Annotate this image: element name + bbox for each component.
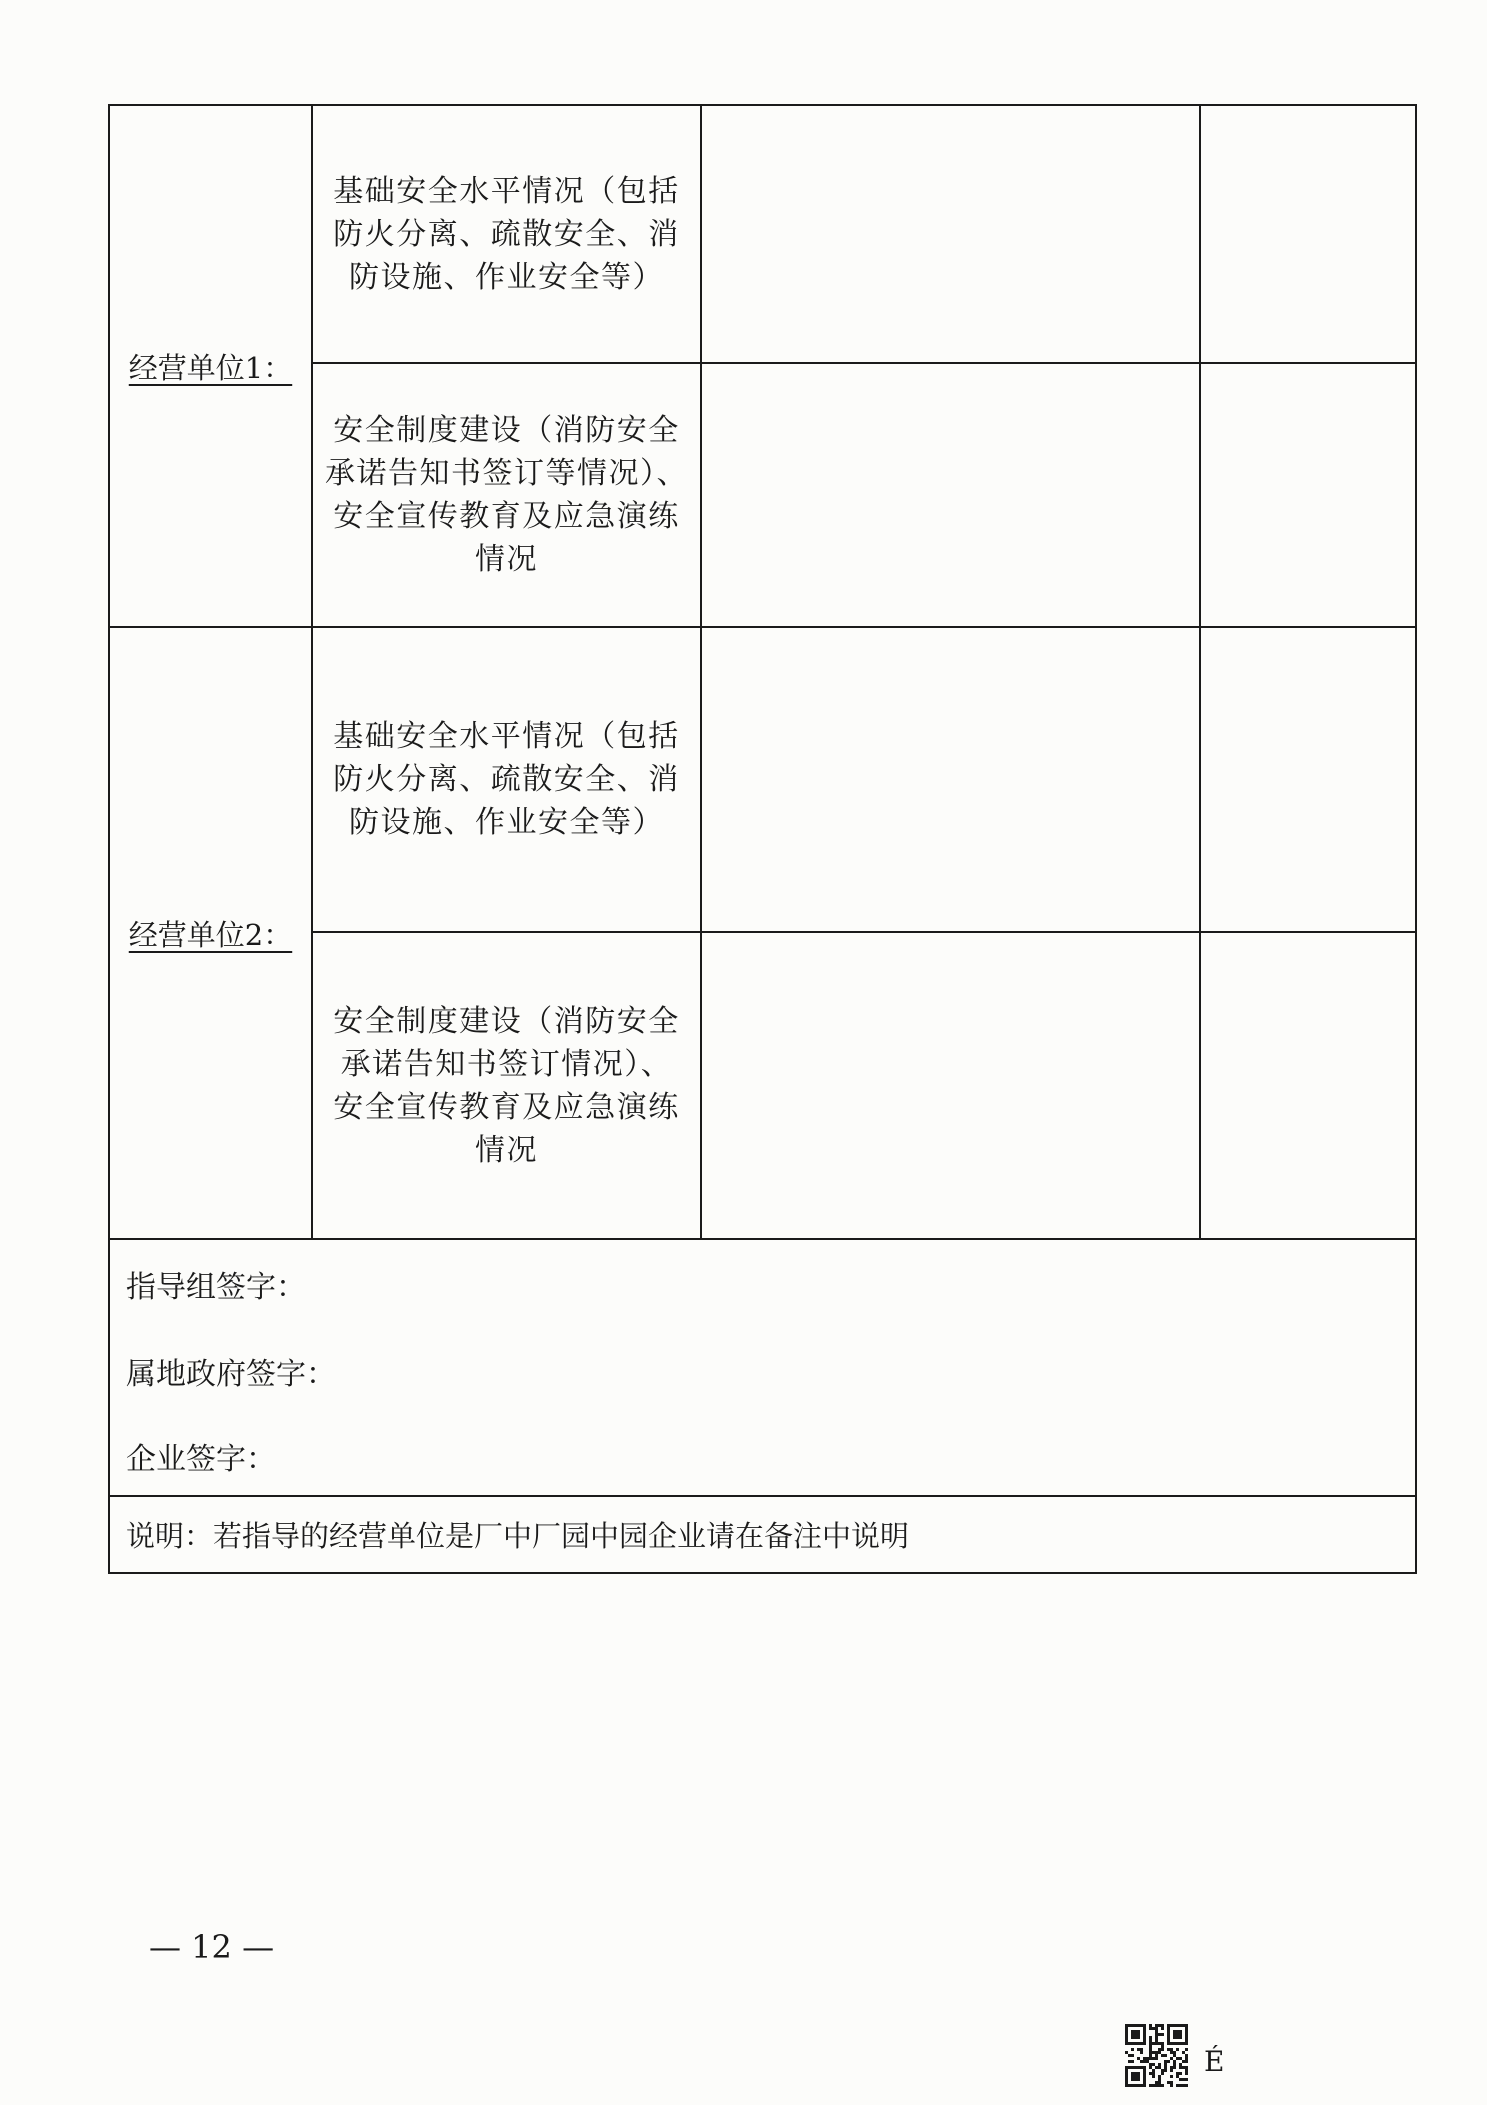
- qr-module: [1170, 2075, 1173, 2078]
- qr-module: [1128, 2060, 1131, 2063]
- qr-module: [1173, 2030, 1176, 2033]
- qr-module: [1143, 2066, 1146, 2069]
- qr-module: [1143, 2075, 1146, 2078]
- qr-module: [1143, 2072, 1146, 2075]
- qr-module: [1170, 2081, 1173, 2084]
- qr-module: [1140, 2048, 1143, 2051]
- qr-module: [1182, 2084, 1185, 2087]
- qr-module: [1140, 2066, 1143, 2069]
- qr-module: [1176, 2042, 1179, 2045]
- unit1-item1-remarks-cell: [1200, 105, 1416, 363]
- qr-module: [1137, 2075, 1140, 2078]
- qr-module: [1143, 2069, 1146, 2072]
- qr-module: [1158, 2075, 1161, 2078]
- qr-module: [1164, 2069, 1167, 2072]
- qr-module: [1185, 2048, 1188, 2051]
- qr-module: [1149, 2048, 1152, 2051]
- qr-module: [1125, 2036, 1128, 2039]
- qr-module: [1173, 2042, 1176, 2045]
- qr-module: [1173, 2024, 1176, 2027]
- qr-module: [1179, 2024, 1182, 2027]
- qr-module: [1161, 2069, 1164, 2072]
- qr-module: [1134, 2030, 1137, 2033]
- qr-module: [1155, 2027, 1158, 2030]
- qr-module: [1131, 2078, 1134, 2081]
- qr-module: [1128, 2024, 1131, 2027]
- qr-module: [1167, 2048, 1170, 2051]
- qr-module: [1185, 2033, 1188, 2036]
- qr-module: [1128, 2084, 1131, 2087]
- enterprise-signature-label: 企业签字：: [126, 1442, 276, 1477]
- qr-module: [1137, 2057, 1140, 2060]
- item-line: 防设施、作业安全等）: [349, 259, 664, 295]
- unit2-item2-remarks-cell: [1200, 932, 1416, 1239]
- qr-module: [1125, 2066, 1128, 2069]
- qr-module: [1155, 2042, 1158, 2045]
- qr-module: [1125, 2027, 1128, 2030]
- guidance-group-signature-label: 指导组签字：: [126, 1270, 306, 1305]
- qr-module: [1179, 2066, 1182, 2069]
- qr-module: [1152, 2051, 1155, 2054]
- qr-module: [1149, 2072, 1152, 2075]
- qr-module: [1173, 2060, 1176, 2063]
- qr-module: [1179, 2042, 1182, 2045]
- qr-module: [1137, 2036, 1140, 2039]
- item-line: 情况: [475, 1132, 538, 1168]
- qr-module: [1131, 2024, 1134, 2027]
- qr-module: [1131, 2066, 1134, 2069]
- qr-module: [1167, 2027, 1170, 2030]
- qr-module: [1143, 2042, 1146, 2045]
- qr-module: [1152, 2069, 1155, 2072]
- qr-module: [1161, 2033, 1164, 2036]
- qr-module: [1170, 2069, 1173, 2072]
- qr-module: [1173, 2063, 1176, 2066]
- qr-module: [1155, 2036, 1158, 2039]
- qr-module: [1149, 2042, 1152, 2045]
- qr-module: [1125, 2039, 1128, 2042]
- qr-module: [1158, 2042, 1161, 2045]
- unit1-label-cell: [109, 105, 312, 627]
- qr-module: [1131, 2036, 1134, 2039]
- qr-module: [1161, 2045, 1164, 2048]
- qr-module: [1167, 2036, 1170, 2039]
- qr-module: [1182, 2078, 1185, 2081]
- qr-module: [1155, 2081, 1158, 2084]
- qr-module: [1182, 2042, 1185, 2045]
- qr-module: [1185, 2066, 1188, 2069]
- qr-module: [1143, 2027, 1146, 2030]
- qr-module: [1128, 2054, 1131, 2057]
- unit1-item1-cell: [312, 105, 701, 363]
- qr-module: [1125, 2078, 1128, 2081]
- qr-module: [1152, 2042, 1155, 2045]
- unit1-label: 经营单位1：: [128, 350, 293, 385]
- qr-module: [1137, 2084, 1140, 2087]
- note-row: [109, 1496, 1416, 1573]
- qr-module: [1170, 2024, 1173, 2027]
- qr-module: [1125, 2051, 1128, 2054]
- qr-module: [1158, 2033, 1161, 2036]
- qr-module: [1158, 2066, 1161, 2069]
- qr-module: [1143, 2078, 1146, 2081]
- qr-module: [1179, 2057, 1182, 2060]
- qr-module: [1155, 2030, 1158, 2033]
- qr-module: [1173, 2051, 1176, 2054]
- qr-caption: É: [1204, 2045, 1225, 2078]
- qr-module: [1125, 2081, 1128, 2084]
- qr-module: [1143, 2060, 1146, 2063]
- qr-module: [1131, 2033, 1134, 2036]
- qr-module: [1149, 2045, 1152, 2048]
- inspection-form-table: [108, 104, 1417, 1574]
- qr-module: [1149, 2057, 1152, 2060]
- qr-module: [1182, 2051, 1185, 2054]
- qr-module: [1131, 2030, 1134, 2033]
- qr-module: [1134, 2036, 1137, 2039]
- qr-module: [1176, 2075, 1179, 2078]
- qr-module: [1137, 2024, 1140, 2027]
- qr-module: [1173, 2036, 1176, 2039]
- qr-module: [1143, 2036, 1146, 2039]
- qr-module: [1176, 2030, 1179, 2033]
- qr-module: [1128, 2066, 1131, 2069]
- signature-block: [110, 1240, 1415, 1493]
- qr-module: [1125, 2033, 1128, 2036]
- qr-module: [1137, 2066, 1140, 2069]
- qr-module: [1152, 2057, 1155, 2060]
- qr-module: [1164, 2066, 1167, 2069]
- qr-module: [1152, 2072, 1155, 2075]
- qr-module: [1185, 2057, 1188, 2060]
- item-line: 安全宣传教育及应急演练: [333, 1089, 680, 1125]
- qr-module: [1137, 2048, 1140, 2051]
- qr-module: [1143, 2057, 1146, 2060]
- item-line: 承诺告知书签订情况）、: [340, 1046, 673, 1082]
- qr-module: [1140, 2042, 1143, 2045]
- qr-module: [1125, 2072, 1128, 2075]
- qr-module: [1131, 2072, 1134, 2075]
- qr-module: [1137, 2033, 1140, 2036]
- qr-module: [1161, 2024, 1164, 2027]
- qr-module: [1161, 2072, 1164, 2075]
- qr-module: [1173, 2054, 1176, 2057]
- qr-module: [1158, 2084, 1161, 2087]
- qr-module: [1125, 2030, 1128, 2033]
- qr-module: [1155, 2033, 1158, 2036]
- qr-module: [1155, 2054, 1158, 2057]
- qr-module: [1131, 2084, 1134, 2087]
- qr-module: [1158, 2078, 1161, 2081]
- item-line: 防火分离、疏散安全、消: [333, 762, 680, 797]
- qr-module: [1134, 2066, 1137, 2069]
- qr-module: [1152, 2084, 1155, 2087]
- qr-module: [1167, 2060, 1170, 2063]
- item-line: 基础安全水平情况（包括: [333, 173, 680, 209]
- qr-module: [1185, 2024, 1188, 2027]
- qr-module: [1179, 2072, 1182, 2075]
- qr-module: [1125, 2084, 1128, 2087]
- qr-module: [1155, 2024, 1158, 2027]
- unit2-item1-cell: [312, 627, 701, 932]
- item-line: 基础安全水平情况（包括: [333, 719, 680, 754]
- qr-module: [1164, 2060, 1167, 2063]
- qr-module: [1149, 2054, 1152, 2057]
- qr-module: [1161, 2042, 1164, 2045]
- qr-module: [1155, 2051, 1158, 2054]
- qr-module: [1131, 2042, 1134, 2045]
- unit1-item2-content-cell: [701, 363, 1200, 627]
- qr-module: [1179, 2084, 1182, 2087]
- qr-module: [1125, 2024, 1128, 2027]
- qr-module: [1149, 2024, 1152, 2027]
- qr-module: [1125, 2075, 1128, 2078]
- qr-module: [1161, 2027, 1164, 2030]
- qr-module: [1149, 2063, 1152, 2066]
- qr-module: [1173, 2033, 1176, 2036]
- qr-module: [1170, 2051, 1173, 2054]
- qr-module: [1158, 2048, 1161, 2051]
- qr-module: [1161, 2084, 1164, 2087]
- qr-module: [1182, 2024, 1185, 2027]
- qr-module: [1176, 2072, 1179, 2075]
- qr-module: [1146, 2057, 1149, 2060]
- qr-module: [1143, 2024, 1146, 2027]
- qr-module: [1167, 2042, 1170, 2045]
- qr-module: [1185, 2027, 1188, 2030]
- qr-module: [1185, 2078, 1188, 2081]
- qr-module: [1170, 2042, 1173, 2045]
- qr-module: [1176, 2048, 1179, 2051]
- qr-code: [1125, 2024, 1188, 2087]
- qr-module: [1176, 2036, 1179, 2039]
- qr-module: [1185, 2042, 1188, 2045]
- unit2-item1-content-cell: [701, 627, 1200, 932]
- qr-module: [1176, 2084, 1179, 2087]
- qr-module: [1125, 2042, 1128, 2045]
- qr-module: [1143, 2084, 1146, 2087]
- qr-module: [1173, 2066, 1176, 2069]
- qr-module: [1158, 2024, 1161, 2027]
- qr-module: [1134, 2072, 1137, 2075]
- qr-module: [1158, 2051, 1161, 2054]
- qr-module: [1161, 2048, 1164, 2051]
- qr-module: [1167, 2039, 1170, 2042]
- qr-module: [1137, 2042, 1140, 2045]
- qr-module: [1128, 2042, 1131, 2045]
- qr-module: [1143, 2081, 1146, 2084]
- qr-module: [1140, 2060, 1143, 2063]
- qr-module: [1131, 2060, 1134, 2063]
- qr-module: [1140, 2051, 1143, 2054]
- qr-module: [1167, 2033, 1170, 2036]
- qr-module: [1137, 2030, 1140, 2033]
- qr-module: [1170, 2048, 1173, 2051]
- qr-module: [1131, 2075, 1134, 2078]
- qr-module: [1140, 2024, 1143, 2027]
- item-line: 情况: [475, 542, 538, 577]
- signature-cell: [109, 1239, 1416, 1496]
- qr-module: [1170, 2066, 1173, 2069]
- qr-module: [1185, 2030, 1188, 2033]
- qr-module: [1179, 2033, 1182, 2036]
- note-text: 说明：若指导的经营单位是厂中厂园中园企业请在备注中说明: [109, 1496, 1416, 1573]
- item-line: 防火分离、疏散安全、消: [333, 216, 680, 252]
- qr-module: [1143, 2039, 1146, 2042]
- qr-module: [1185, 2036, 1188, 2039]
- qr-module: [1149, 2066, 1152, 2069]
- qr-module: [1152, 2063, 1155, 2066]
- item-line: 安全制度建设（消防安全: [333, 1003, 680, 1039]
- qr-module: [1137, 2078, 1140, 2081]
- qr-module: [1125, 2069, 1128, 2072]
- unit1-row-basic-safety: [109, 105, 1416, 363]
- qr-module: [1185, 2084, 1188, 2087]
- qr-module: [1185, 2069, 1188, 2072]
- qr-module: [1161, 2054, 1164, 2057]
- unit2-label-cell: [109, 627, 312, 1239]
- qr-module: [1179, 2063, 1182, 2066]
- qr-module: [1185, 2039, 1188, 2042]
- local-government-signature-label: 属地政府签字：: [126, 1357, 336, 1392]
- qr-module: [1185, 2072, 1188, 2075]
- qr-module: [1149, 2036, 1152, 2039]
- qr-module: [1170, 2057, 1173, 2060]
- qr-module: [1158, 2063, 1161, 2066]
- unit2-item1-remarks-cell: [1200, 627, 1416, 932]
- qr-module: [1176, 2033, 1179, 2036]
- qr-module: [1179, 2030, 1182, 2033]
- qr-module: [1134, 2084, 1137, 2087]
- qr-module: [1185, 2060, 1188, 2063]
- qr-module: [1176, 2024, 1179, 2027]
- qr-module: [1182, 2060, 1185, 2063]
- qr-module: [1134, 2024, 1137, 2027]
- unit1-item2-cell: [312, 363, 701, 627]
- unit2-item2-cell: [312, 932, 701, 1239]
- unit2-item2-content-cell: [701, 932, 1200, 1239]
- qr-module: [1167, 2024, 1170, 2027]
- item-line: 安全宣传教育及应急演练: [333, 499, 680, 534]
- qr-module: [1131, 2054, 1134, 2057]
- page-number: — 12 —: [149, 1928, 275, 1966]
- qr-module: [1146, 2060, 1149, 2063]
- qr-module: [1149, 2051, 1152, 2054]
- qr-module: [1182, 2066, 1185, 2069]
- qr-module: [1131, 2048, 1134, 2051]
- qr-module: [1134, 2078, 1137, 2081]
- unit1-item1-content-cell: [701, 105, 1200, 363]
- qr-module: [1155, 2039, 1158, 2042]
- qr-module: [1155, 2066, 1158, 2069]
- qr-module: [1167, 2030, 1170, 2033]
- qr-module: [1137, 2072, 1140, 2075]
- qr-module: [1155, 2084, 1158, 2087]
- qr-module: [1179, 2036, 1182, 2039]
- qr-module: [1140, 2084, 1143, 2087]
- qr-module: [1152, 2027, 1155, 2030]
- item-line: 承诺告知书签订等情况）、: [325, 456, 688, 491]
- unit2-label: 经营单位2：: [128, 917, 293, 952]
- qr-module: [1149, 2039, 1152, 2042]
- qr-module: [1167, 2081, 1170, 2084]
- qr-module: [1149, 2027, 1152, 2030]
- qr-module: [1179, 2078, 1182, 2081]
- qr-module: [1155, 2057, 1158, 2060]
- qr-module: [1134, 2042, 1137, 2045]
- qr-module: [1170, 2084, 1173, 2087]
- qr-module: [1164, 2054, 1167, 2057]
- qr-module: [1149, 2084, 1152, 2087]
- unit1-item2-remarks-cell: [1200, 363, 1416, 627]
- qr-module: [1185, 2054, 1188, 2057]
- item-line: 防设施、作业安全等）: [349, 805, 664, 840]
- qr-module: [1152, 2075, 1155, 2078]
- item-line: 安全制度建设（消防安全: [333, 413, 680, 448]
- qr-module: [1134, 2033, 1137, 2036]
- qr-module: [1143, 2033, 1146, 2036]
- qr-module: [1176, 2057, 1179, 2060]
- qr-module: [1158, 2081, 1161, 2084]
- signature-row: [109, 1239, 1416, 1496]
- unit2-row-basic-safety: [109, 627, 1416, 932]
- qr-module: [1134, 2075, 1137, 2078]
- qr-module: [1143, 2030, 1146, 2033]
- qr-module: [1164, 2063, 1167, 2066]
